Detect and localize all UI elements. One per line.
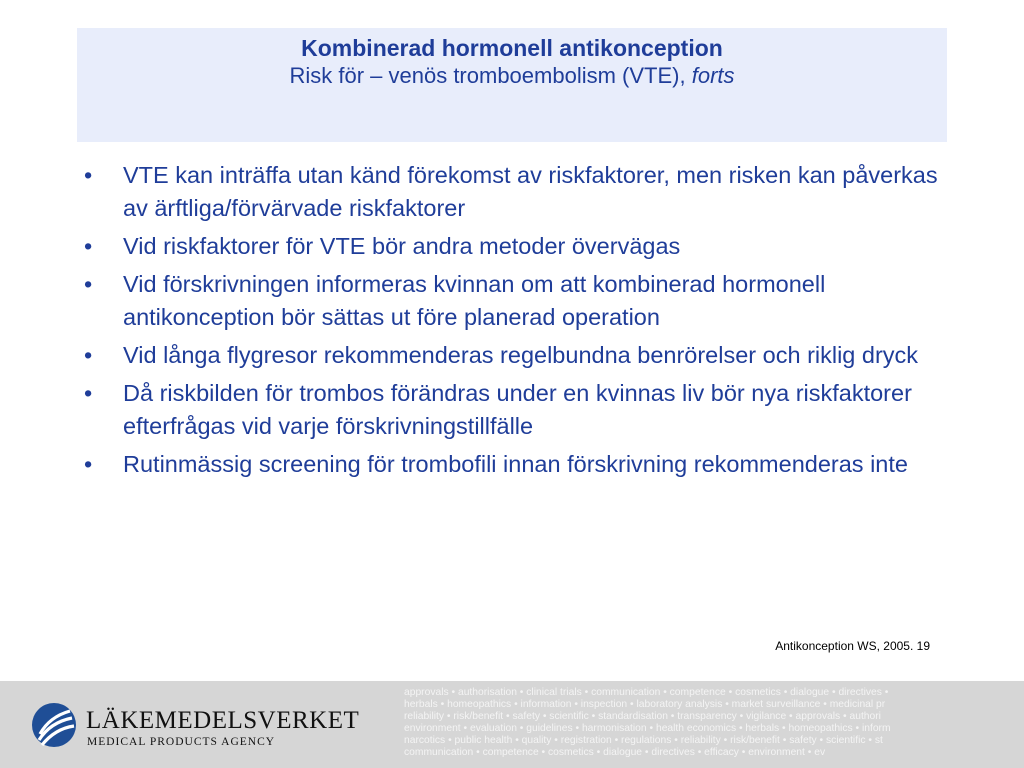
bullet-text: Vid långa flygresor rekommenderas regelbundna benrörelser och riklig dryck bbox=[123, 342, 919, 368]
bullet-item bbox=[84, 377, 954, 443]
bullet-item bbox=[84, 339, 954, 372]
keyword-watermark bbox=[404, 687, 1024, 759]
bullet-dot: • bbox=[84, 162, 93, 188]
title-box bbox=[77, 28, 947, 142]
keyword-line: narcotics • public health • quality • registration • regulations • reliability • risk/benefit • safety • scientific • st bbox=[404, 735, 883, 746]
bullet-text: Rutinmässig screening för trombofili innan förskrivning rekommenderas inte bbox=[123, 451, 908, 477]
bullet-item bbox=[84, 230, 954, 263]
bullet-dot: • bbox=[84, 342, 93, 368]
keyword-line: herbals • homeopathics • information • inspection • laboratory analysis • market surveillance • medicinal pr bbox=[404, 699, 886, 710]
slide-subtitle-italic: forts bbox=[691, 63, 735, 88]
footer-bar bbox=[0, 681, 1024, 768]
bullet-text: VTE kan inträffa utan känd förekomst av riskfaktorer, men risken kan påverkas av ärftliga/förvärvade riskfaktorer bbox=[123, 162, 938, 221]
bullet-dot: • bbox=[84, 271, 93, 297]
bullet-item bbox=[84, 268, 954, 334]
slide-subtitle-text: Risk för – venös tromboembolism (VTE), bbox=[289, 63, 692, 88]
bullet-text: Vid förskrivningen informeras kvinnan om att kombinerad hormonell antikonception bör sättas ut före planerad operation bbox=[123, 271, 826, 330]
bullet-dot: • bbox=[84, 380, 93, 406]
bullet-list bbox=[84, 159, 954, 486]
bullet-dot: • bbox=[84, 233, 93, 259]
keyword-line: reliability • risk/benefit • safety • scientific • standardisation • transparency • vigilance • approvals • authori bbox=[404, 711, 881, 722]
bullet-item bbox=[84, 159, 954, 225]
keyword-line: communication • competence • cosmetics • dialogue • directives • efficacy • environment • ev bbox=[404, 747, 826, 758]
agency-logo bbox=[30, 699, 360, 751]
bullet-text: Då riskbilden för trombos förändras under en kvinnas liv bör nya riskfaktorer efterfrågas vid varje förskrivningstillfälle bbox=[123, 380, 912, 439]
bullet-dot: • bbox=[84, 451, 93, 477]
slide-citation: Antikonception WS, 2005. 19 bbox=[775, 639, 930, 653]
keyword-line: environment • evaluation • guidelines • harmonisation • health economics • herbals • homeopathics • inform bbox=[404, 723, 891, 734]
laekemedelsverket-logo-icon bbox=[30, 701, 78, 749]
slide-title: Kombinerad hormonell antikonception bbox=[301, 35, 723, 61]
keyword-line: approvals • authorisation • clinical trials • communication • competence • cosmetics • dialogue • directives • bbox=[404, 687, 889, 698]
bullet-item bbox=[84, 448, 954, 481]
logo-name: LÄKEMEDELSVERKET bbox=[86, 707, 360, 734]
logo-subtitle: MEDICAL PRODUCTS AGENCY bbox=[87, 736, 276, 748]
bullet-text: Vid riskfaktorer för VTE bör andra metoder övervägas bbox=[123, 233, 681, 259]
slide-subtitle bbox=[77, 62, 947, 90]
